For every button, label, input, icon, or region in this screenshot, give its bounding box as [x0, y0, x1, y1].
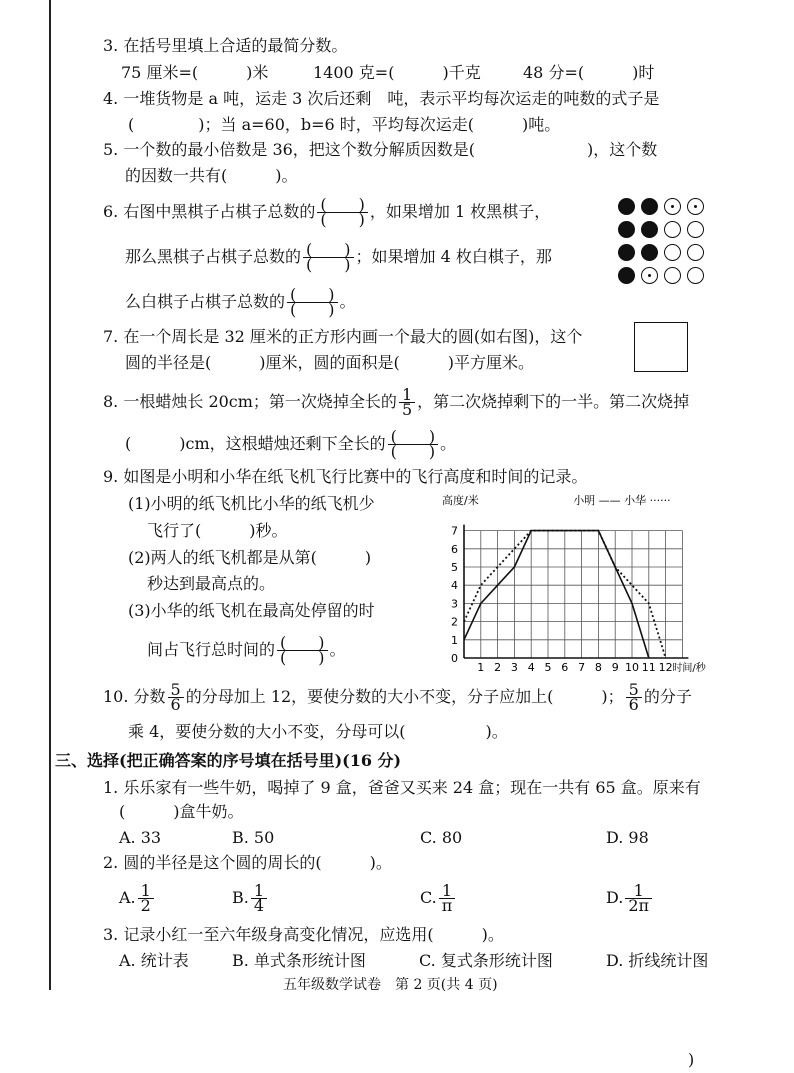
page-footer: 五年级数学试卷 第 2 页(共 4 页) [283, 977, 498, 993]
black-stone [641, 221, 658, 238]
c1-option-c[interactable]: C. 80 [420, 828, 463, 847]
y-tick-label: 5 [451, 561, 458, 574]
x-tick-label: 3 [510, 661, 518, 673]
q9-sub-3b: 间占飞行总时间的 $\frac{( )}{( )}$ 。 [147, 633, 346, 667]
c1-line-1: 1. 乐乐家有一些牛奶，喝掉了 9 盒，爸爸又买来 24 盒；现在一共有 65 盒。原来有 [103, 778, 701, 797]
x-tick-label: 11 [641, 661, 656, 673]
q4-line-2: ( )；当 a=60，b=6 时，平均每次运走( )吨。 [128, 115, 561, 134]
y-tick-label: 4 [451, 579, 458, 593]
black-stone [618, 198, 635, 215]
q3-title: 3. 在括号里填上合适的最简分数。 [103, 36, 348, 55]
q3-item-2: 1400 克=( )千克 [313, 63, 481, 82]
c2-option-a[interactable]: A. $\frac{1}{2}$ [119, 884, 156, 913]
white-stone [687, 221, 704, 238]
q7-line-2: 圆的半径是( )厘米，圆的面积是( )平方厘米。 [125, 353, 534, 372]
c3-option-b[interactable]: B. 单式条形统计图 [232, 951, 366, 970]
white-stone [664, 267, 681, 284]
corner-mark: ) [688, 1050, 695, 1069]
y-axis-label: 高度/米 [442, 494, 479, 507]
q10-fraction-5-6-b: $\frac{5}{6}$ [626, 683, 642, 712]
white-stone [664, 198, 681, 215]
series-xiaoming-line [464, 531, 649, 658]
white-stone [664, 244, 681, 261]
black-stone [618, 221, 635, 238]
c2-option-c[interactable]: C. $\frac{1}{\pi}$ [420, 884, 457, 913]
y-tick-label: 1 [451, 633, 458, 647]
q6-fraction-1[interactable]: $\frac{( )}{( )}$ [317, 198, 368, 227]
white-stone [664, 221, 681, 238]
q3-item-1: 75 厘米=( )米 [121, 63, 269, 82]
x-tick-label: 1 [477, 661, 485, 673]
q6-line-2: 那么黑棋子占棋子总数的 $\frac{( )}{( )}$ ；如果增加 4 枚白棋子，那 [125, 240, 552, 274]
black-stone [641, 198, 658, 215]
square-figure [634, 322, 688, 372]
q5-line-2: 的因数一共有( )。 [125, 166, 298, 185]
q8-fraction-1-5: $\frac{1}{5}$ [399, 388, 415, 417]
x-tick-label: 2 [494, 661, 502, 673]
q8-fraction-blank[interactable]: $\frac{( )}{( )}$ [388, 430, 439, 459]
section-3-title: 三、选择(把正确答案的序号填在括号里)(16 分) [55, 751, 402, 770]
q9-sub-1a: (1)小明的纸飞机比小华的纸飞机少 [128, 494, 375, 513]
q9-sub-3a: (3)小华的纸飞机在最高处停留的时 [128, 601, 375, 620]
q5-line-1: 5. 一个数的最小倍数是 36，把这个数分解质因数是( )，这个数 [103, 140, 658, 159]
white-stone [641, 267, 658, 284]
q6-fraction-2[interactable]: $\frac{( )}{( )}$ [303, 243, 354, 272]
q6-line-3: 么白棋子占棋子总数的 $\frac{( )}{( )}$ 。 [125, 285, 356, 319]
q7-line-1: 7. 在一个周长是 32 厘米的正方形内画一个最大的圆(如右图)，这个 [103, 327, 583, 346]
q8-line-2: ( )cm，这根蜡烛还剩下全长的 $\frac{( )}{( )}$ 。 [125, 427, 457, 461]
c2-option-b[interactable]: B. $\frac{1}{4}$ [232, 884, 269, 913]
q10-fraction-5-6-a: $\frac{5}{6}$ [168, 683, 184, 712]
q9-sub-2a: (2)两人的纸飞机都是从第( ) [128, 548, 372, 567]
q3-item-3: 48 分=( )时 [523, 63, 655, 82]
c1-option-d[interactable]: D. 98 [606, 828, 649, 847]
c3-option-d[interactable]: D. 折线统计图 [606, 951, 709, 970]
c3-option-c[interactable]: C. 复式条形统计图 [419, 951, 553, 970]
x-tick-label: 5 [544, 661, 552, 673]
flight-chart [440, 488, 720, 673]
q8-line-1: 8. 一根蜡烛长 20cm；第一次烧掉全长的 $\frac{1}{5}$ ，第二次烧掉剩下的一半。第二次烧掉 [103, 385, 690, 419]
q9-title: 9. 如图是小明和小华在纸飞机飞行比赛中的飞行高度和时间的记录。 [103, 467, 588, 486]
white-stone [687, 198, 704, 215]
x-axis-label: 时间/秒 [672, 663, 706, 673]
q9-sub-2b: 秒达到最高点的。 [147, 574, 276, 593]
x-tick-label: 12 [658, 661, 673, 673]
black-stone [641, 244, 658, 261]
x-tick-label: 6 [561, 661, 569, 673]
x-tick-label: 10 [625, 661, 639, 673]
y-tick-label: 6 [451, 542, 458, 556]
q10-line-1: 10. 分数 $\frac{5}{6}$ 的分母加上 12，要使分数的大小不变，分子应加上( )； $\frac{5}{6}$ 的分子 [103, 680, 692, 714]
c3-option-a[interactable]: A. 统计表 [119, 951, 189, 970]
x-tick-label: 4 [527, 661, 535, 673]
q4-line-1: 4. 一堆货物是 a 吨，运走 3 次后还剩 吨，表示平均每次运走的吨数的式子是 [103, 89, 660, 108]
white-stone [687, 267, 704, 284]
y-tick-label: 7 [451, 524, 458, 538]
c1-option-b[interactable]: B. 50 [232, 828, 275, 847]
c1-option-a[interactable]: A. 33 [119, 828, 162, 847]
c3-line-1: 3. 记录小红一至六年级身高变化情况，应选用( )。 [103, 925, 504, 944]
q9-sub-1b: 飞行了( )秒。 [147, 521, 288, 540]
c1-line-2: ( )盒牛奶。 [119, 802, 244, 821]
x-tick-label: 8 [594, 661, 602, 673]
c2-option-d[interactable]: D. $\frac{1}{2\pi}$ [606, 884, 654, 913]
left-margin-line [49, 0, 51, 990]
black-stone [618, 244, 635, 261]
white-stone [687, 244, 704, 261]
q6-line-1: 6. 右图中黑棋子占棋子总数的 $\frac{( )}{( )}$ ，如果增加 1 枚黑棋子， [103, 195, 551, 229]
chess-stones-grid [618, 198, 710, 290]
y-tick-label: 0 [451, 652, 458, 665]
q10-line-2: 乘 4，要使分数的大小不变，分母可以( )。 [128, 722, 508, 741]
x-tick-label: 7 [578, 661, 586, 673]
x-tick-label: 9 [611, 661, 619, 673]
c2-line-1: 2. 圆的半径是这个圆的周长的( )。 [103, 853, 392, 872]
q6-fraction-3[interactable]: $\frac{( )}{( )}$ [287, 288, 338, 317]
chart-legend: 小明 —— 小华 ······ [573, 494, 671, 507]
y-tick-label: 2 [451, 615, 458, 629]
y-tick-label: 3 [451, 597, 458, 611]
q9-fraction-blank[interactable]: $\frac{( )}{( )}$ [277, 636, 328, 665]
black-stone [618, 267, 635, 284]
